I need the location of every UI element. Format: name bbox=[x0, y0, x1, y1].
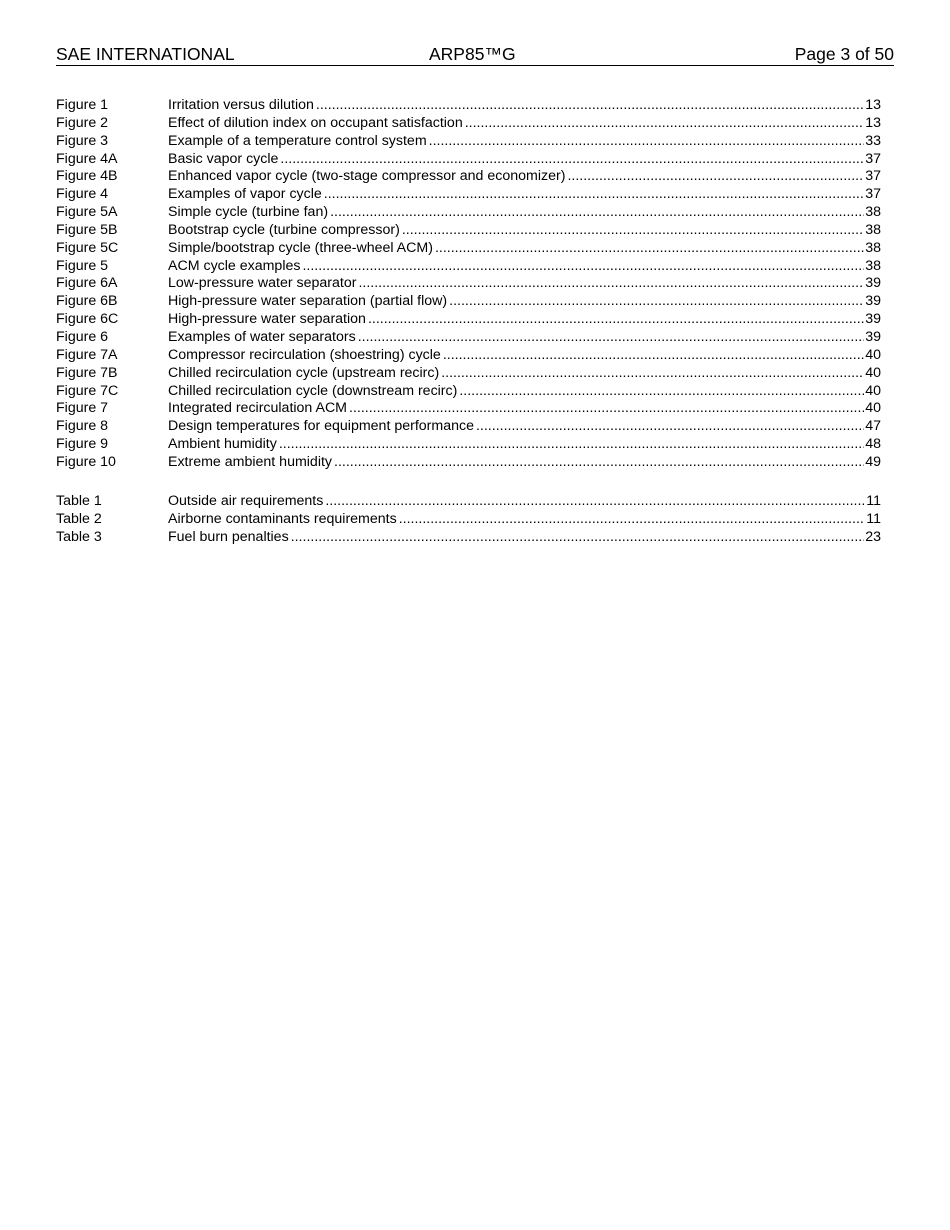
figure-label: Figure 7C bbox=[56, 382, 119, 399]
figure-page-number: 13 bbox=[865, 97, 881, 113]
dot-leader bbox=[441, 365, 864, 383]
dot-leader bbox=[302, 258, 864, 276]
figure-label: Figure 3 bbox=[56, 132, 109, 149]
dot-leader bbox=[279, 436, 864, 454]
figure-page-number: 49 bbox=[865, 453, 881, 470]
figure-entry[interactable] bbox=[56, 151, 881, 169]
figure-title: Ambient humidity bbox=[168, 436, 277, 453]
figure-label: Figure 5 bbox=[56, 257, 109, 274]
dot-leader bbox=[459, 383, 864, 401]
figure-page-number: 40 bbox=[865, 364, 881, 381]
figure-page-number: 38 bbox=[865, 221, 881, 238]
figure-page-number: 48 bbox=[865, 436, 881, 453]
figure-entry[interactable] bbox=[56, 311, 881, 329]
figure-label: Figure 7A bbox=[56, 346, 118, 363]
figure-label: Figure 7 bbox=[56, 400, 109, 417]
figure-title: Examples of water separators bbox=[168, 328, 356, 345]
figure-title: Extreme ambient humidity bbox=[168, 453, 333, 470]
figure-page-number: 39 bbox=[865, 328, 881, 345]
table-entry[interactable] bbox=[56, 493, 881, 511]
figure-entry[interactable] bbox=[56, 454, 881, 472]
figure-title: Simple cycle (turbine fan) bbox=[168, 204, 329, 221]
figure-title: ACM cycle examples bbox=[168, 257, 301, 274]
table-entry[interactable] bbox=[56, 529, 881, 547]
figure-label: Figure 7B bbox=[56, 364, 118, 381]
figure-page-number: 38 bbox=[865, 239, 881, 256]
figure-label: Figure 6 bbox=[56, 328, 109, 345]
figure-entry[interactable] bbox=[56, 222, 881, 240]
figure-entry[interactable] bbox=[56, 97, 881, 115]
figure-page-number: 39 bbox=[865, 293, 881, 310]
figure-label: Figure 5C bbox=[56, 239, 119, 256]
dot-leader bbox=[368, 311, 864, 329]
figure-title: High-pressure water separation bbox=[168, 311, 366, 328]
figure-label: Figure 9 bbox=[56, 436, 109, 453]
figure-page-number: 33 bbox=[865, 132, 881, 149]
page-header bbox=[56, 44, 894, 66]
dot-leader bbox=[280, 151, 864, 169]
dot-leader bbox=[476, 418, 864, 436]
figure-page-number: 38 bbox=[865, 257, 881, 274]
figure-entry[interactable] bbox=[56, 133, 881, 151]
figure-entry[interactable] bbox=[56, 204, 881, 222]
figure-title: High-pressure water separation (partial flow) bbox=[168, 293, 448, 310]
dot-leader bbox=[358, 329, 865, 347]
dot-leader bbox=[325, 493, 865, 511]
figure-entry[interactable] bbox=[56, 347, 881, 365]
figure-entry[interactable] bbox=[56, 293, 881, 311]
figure-label: Figure 8 bbox=[56, 418, 109, 435]
table-page-number: 11 bbox=[866, 510, 881, 527]
dot-leader bbox=[334, 454, 864, 472]
figure-label: Figure 4B bbox=[56, 168, 118, 185]
figure-entry[interactable] bbox=[56, 115, 881, 133]
list-of-figures bbox=[56, 97, 881, 472]
figure-page-number: 40 bbox=[865, 400, 881, 417]
figure-page-number: 13 bbox=[865, 114, 881, 131]
dot-leader bbox=[358, 275, 864, 293]
table-title: Outside air requirements bbox=[168, 493, 324, 509]
figure-title: Effect of dilution index on occupant satisfaction bbox=[168, 114, 463, 131]
dot-leader bbox=[449, 293, 864, 311]
figure-title: Basic vapor cycle bbox=[168, 150, 279, 167]
table-title: Airborne contaminants requirements bbox=[168, 510, 397, 527]
figure-page-number: 37 bbox=[865, 186, 881, 203]
figure-entry[interactable] bbox=[56, 383, 881, 401]
dot-leader bbox=[429, 133, 865, 151]
figure-label: Figure 1 bbox=[56, 97, 109, 113]
figure-entry[interactable] bbox=[56, 258, 881, 276]
figure-entry[interactable] bbox=[56, 275, 881, 293]
figure-label: Figure 2 bbox=[56, 114, 109, 131]
header-page-number: Page 3 of 50 bbox=[794, 44, 894, 64]
dot-leader bbox=[330, 204, 864, 222]
dot-leader bbox=[567, 168, 864, 186]
dot-leader bbox=[291, 529, 865, 547]
figure-title: Enhanced vapor cycle (two-stage compressor and economizer) bbox=[168, 168, 566, 185]
figure-entry[interactable] bbox=[56, 240, 881, 258]
figure-label: Figure 6B bbox=[56, 293, 118, 310]
table-label: Table 2 bbox=[56, 510, 102, 527]
figure-title: Example of a temperature control system bbox=[168, 132, 427, 149]
dot-leader bbox=[402, 222, 864, 240]
table-label: Table 3 bbox=[56, 528, 102, 545]
figure-page-number: 37 bbox=[865, 150, 881, 167]
figure-page-number: 39 bbox=[865, 275, 881, 292]
figure-page-number: 39 bbox=[865, 311, 881, 328]
figure-page-number: 37 bbox=[865, 168, 881, 185]
dot-leader bbox=[465, 115, 865, 133]
table-page-number: 11 bbox=[866, 493, 881, 509]
figure-title: Compressor recirculation (shoestring) cycle bbox=[168, 346, 441, 363]
figure-title: Examples of vapor cycle bbox=[168, 186, 322, 203]
dot-leader bbox=[316, 97, 864, 115]
figure-entry[interactable] bbox=[56, 329, 881, 347]
figure-entry[interactable] bbox=[56, 186, 881, 204]
dot-leader bbox=[349, 400, 864, 418]
header-document-id: ARP85™G bbox=[429, 44, 516, 64]
figure-label: Figure 4 bbox=[56, 186, 109, 203]
figure-entry[interactable] bbox=[56, 365, 881, 383]
dot-leader bbox=[324, 186, 864, 204]
figure-page-number: 40 bbox=[865, 382, 881, 399]
table-entry[interactable] bbox=[56, 511, 881, 529]
figure-page-number: 40 bbox=[865, 346, 881, 363]
table-label: Table 1 bbox=[56, 493, 102, 509]
table-title: Fuel burn penalties bbox=[168, 528, 289, 545]
figure-label: Figure 10 bbox=[56, 453, 116, 470]
figure-label: Figure 5A bbox=[56, 204, 118, 221]
dot-leader bbox=[443, 347, 864, 365]
figure-page-number: 47 bbox=[865, 418, 881, 435]
figure-title: Design temperatures for equipment performance bbox=[168, 418, 474, 435]
figure-title: Chilled recirculation cycle (downstream recirc) bbox=[168, 382, 458, 399]
figure-title: Integrated recirculation ACM bbox=[168, 400, 348, 417]
figure-title: Simple/bootstrap cycle (three-wheel ACM) bbox=[168, 239, 433, 256]
header-organization: SAE INTERNATIONAL bbox=[56, 44, 235, 64]
figure-title: Irritation versus dilution bbox=[168, 97, 314, 113]
figure-entry[interactable] bbox=[56, 400, 881, 418]
figure-title: Chilled recirculation cycle (upstream recirc) bbox=[168, 364, 440, 381]
figure-label: Figure 6A bbox=[56, 275, 118, 292]
dot-leader bbox=[435, 240, 864, 258]
figure-title: Low-pressure water separator bbox=[168, 275, 357, 292]
figure-entry[interactable] bbox=[56, 168, 881, 186]
figure-label: Figure 5B bbox=[56, 221, 118, 238]
figure-label: Figure 6C bbox=[56, 311, 119, 328]
table-page-number: 23 bbox=[865, 528, 881, 545]
dot-leader bbox=[399, 511, 866, 529]
list-of-tables bbox=[56, 493, 881, 547]
figure-title: Bootstrap cycle (turbine compressor) bbox=[168, 221, 400, 238]
figure-entry[interactable] bbox=[56, 418, 881, 436]
figure-page-number: 38 bbox=[865, 204, 881, 221]
figure-label: Figure 4A bbox=[56, 150, 118, 167]
figure-entry[interactable] bbox=[56, 436, 881, 454]
